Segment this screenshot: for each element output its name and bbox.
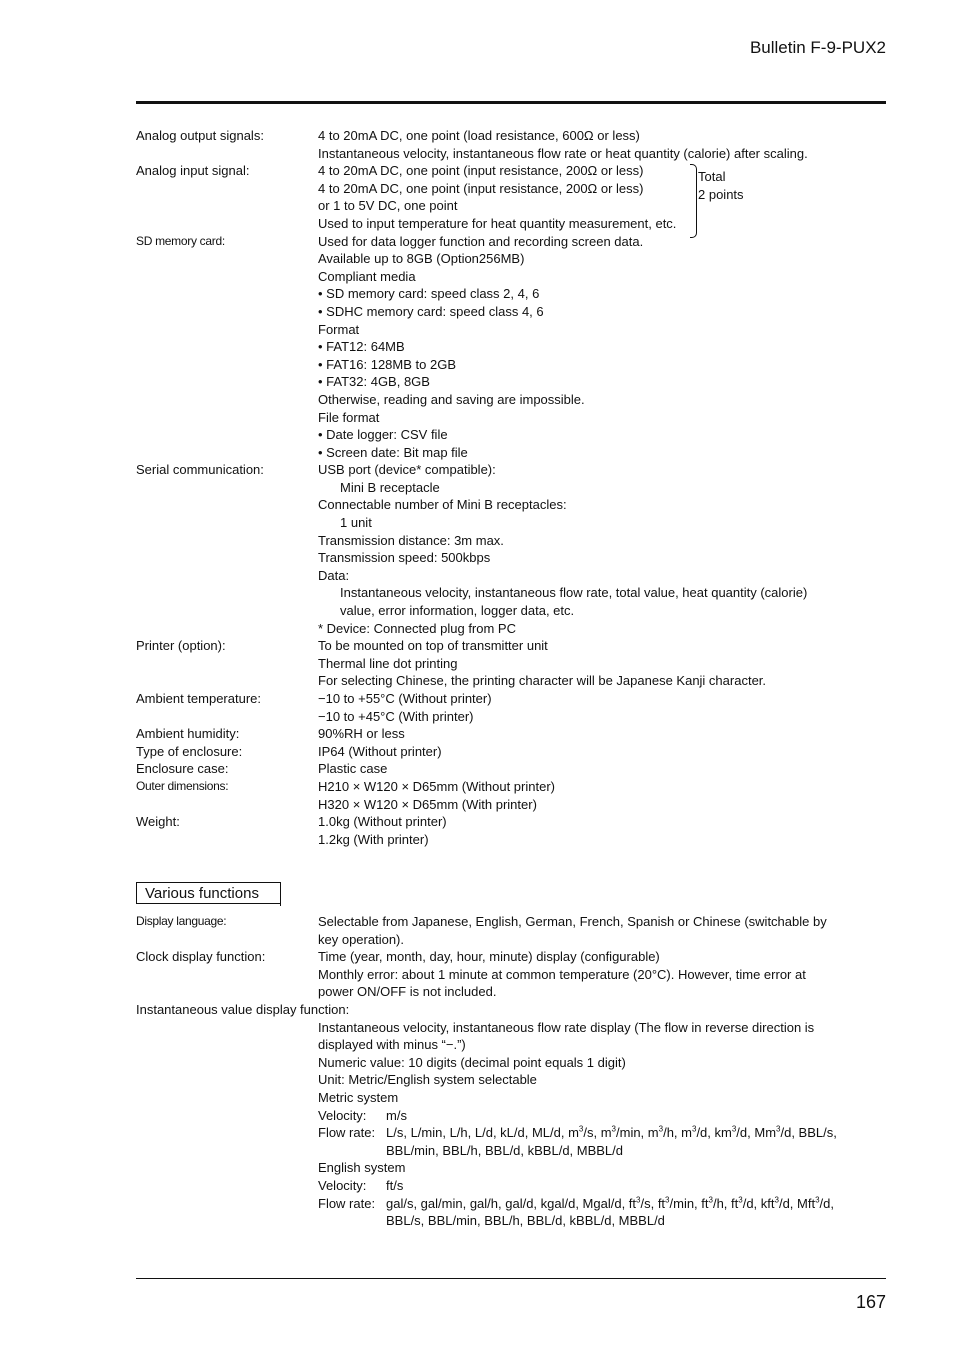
spec-label: Outer dimensions: bbox=[136, 778, 229, 793]
english-velocity: Velocity: ft/s bbox=[318, 1177, 404, 1193]
function-clock-display: Clock display function: Time (year, month, day, hour, minute) display (configurable) Monthly error: about 1 minute at common temperature (20°C). However, time error at power ON/OFF is not included. bbox=[136, 949, 806, 1000]
spec-outer-dimensions: Outer dimensions: H210 × W120 × D65mm (Without printer) H320 × W120 × D65mm (With printer) bbox=[136, 778, 555, 812]
analog-input-total-note: Total 2 points bbox=[698, 169, 744, 202]
spec-label: Enclosure case: bbox=[136, 761, 229, 777]
spec-analog-input: Analog input signal: 4 to 20mA DC, one point (input resistance, 200Ω or less) 4 to 20mA DC, one point (input resistance, 200Ω or less) or 1 to 5V DC, one point Used to input temperature for heat quantity measurement, etc. bbox=[136, 163, 677, 231]
spec-printer: Printer (option): To be mounted on top of transmitter unit Thermal line dot printing For selecting Chinese, the printing character will be Japanese Kanji character. bbox=[136, 638, 767, 689]
functions-list bbox=[136, 913, 888, 1230]
function-display-language: Display language: Selectable from Japanese, English, German, French, Spanish or Chinese (switchable by key operation). bbox=[136, 914, 827, 947]
spec-enclosure-case: Enclosure case: Plastic case bbox=[136, 761, 388, 777]
spec-ambient-humidity: Ambient humidity: 90%RH or less bbox=[136, 726, 405, 742]
english-flow-units: gal/s, gal/min, gal/h, gal/d, kgal/d, Mgal/d, $ft^3/s$, $ft^3/\min$, $ft^3/h$, $ft^3/d$, kft$^3$/d, Mft$^3$/d, BBL/s, BBL/min, BBL/h, BBL/d, kBBL/d, MBBL/d bbox=[386, 1195, 835, 1229]
header-rule bbox=[136, 101, 886, 104]
spec-label: SD memory card: bbox=[136, 233, 225, 248]
spec-ambient-temperature: Ambient temperature: −10 to +55°C (Without printer) −10 to +45°C (With printer) bbox=[136, 691, 492, 724]
page-number: 167 bbox=[855, 1292, 886, 1312]
spec-label: Analog output signals: bbox=[136, 128, 264, 143]
spec-label: Analog input signal: bbox=[136, 163, 250, 179]
english-flow-rate: Flow rate: gal/s, gal/min, gal/h, gal/d, kgal/d, Mgal/d, $ft^3/s$, $ft^3/\min$, $ft^3/h$, $ft^3/d$, kft$^3$/d, Mft$^3$/d, BBL/s, BBL/min, BBL/h, BBL/d, kBBL/d, MBBL/d bbox=[318, 1195, 888, 1230]
spec-label: Weight: bbox=[136, 814, 180, 830]
section-heading-various-functions: Various functions bbox=[136, 882, 280, 904]
metric-flow-rate: Flow rate: L/s, L/min, L/h, L/d, kL/d, ML/d, $m^3/s$, $m^3/\min$, $m^3/h$, $m^3/d$, $km^3/d$, Mm$^3$/d, BBL/s, BBL/min, BBL/h, BBL/d, kBBL/d, MBBL/d bbox=[318, 1124, 888, 1159]
spec-sd-card: SD memory card: Used for data logger function and recording screen data. Available up to 8GB (Option256MB) Compliant media • SD memory card: speed class 2, 4, 6 • SDHC memory card: speed class 4, 6 Format • FAT12: 64MB • FAT16: 128MB to 2GB • FAT32: 4GB, 8GB Otherwise, reading and saving are impossible. File format • Date logger: CSV file • Screen date: Bit map file bbox=[136, 233, 644, 460]
function-label: Display language: bbox=[136, 914, 227, 928]
function-label: Instantaneous value display function: bbox=[136, 1001, 350, 1017]
spec-label: Type of enclosure: bbox=[136, 743, 243, 759]
metric-flow-units: L/s, L/min, L/h, L/d, kL/d, ML/d, $m^3/s$, $m^3/\min$, $m^3/h$, $m^3/d$, $km^3/d$, Mm$^3$/d, BBL/s, BBL/min, BBL/h, BBL/d, kBBL/d, MBBL/d bbox=[386, 1124, 837, 1158]
footer-rule bbox=[136, 1278, 886, 1279]
metric-velocity: Velocity: m/s bbox=[318, 1107, 407, 1123]
spec-weight: Weight: 1.0kg (Without printer) 1.2kg (With printer) bbox=[136, 814, 447, 847]
spec-label: Ambient humidity: bbox=[136, 726, 240, 742]
spec-label: Serial communication: bbox=[136, 462, 264, 478]
spec-label: Ambient temperature: bbox=[136, 691, 262, 706]
bulletin-number: Bulletin F-9-PUX2 bbox=[749, 38, 886, 57]
spec-enclosure-type: Type of enclosure: IP64 (Without printer) bbox=[136, 743, 442, 759]
total-brace bbox=[690, 164, 697, 238]
spec-analog-output: Analog output signals: 4 to 20mA DC, one point (load resistance, 600Ω or less) Instantaneous velocity, instantaneous flow rate or heat quantity (calorie) after scaling. bbox=[136, 128, 808, 161]
spec-label: Printer (option): bbox=[136, 638, 226, 654]
spec-serial-communication: Serial communication: USB port (device* compatible): Mini B receptacle Connectable number of Mini B receptacles: 1 unit Transmission distance: 3m max. Transmission speed: 500kbps Data: Instantaneous velocity, instantaneous flow rate, total value, heat quantity (calorie) value, error information, logger data, etc. * Device: Connected plug from PC bbox=[136, 462, 808, 636]
function-instantaneous-value: Instantaneous value display function: Instantaneous velocity, instantaneous flow rate display (The flow in reverse direction is displayed with minus “−.”) Numeric value: 10 digits (decimal point equals 1 digit) Unit: Metric/English system selectable Metric system Velocity: m/s Flow rate: L/s, L/min, L/h, L/d, kL/d, ML/d, $m^3/s$, $m^3/\min$, $m^3/h$, $m^3/d$, $km^3/d$, Mm$^3$/d, BBL/s, BBL/min, BBL/h, BBL/d, kBBL/d, MBBL/d English system Velocity: ft/s Flow rate: gal/s, gal/min, gal/h, gal/d, kgal/d, Mgal/d, $ft^3/s$, $ft^3/\min$, $ft^3/h$, $ft^3/d$, kft$^3$/d, Mft$^3$/d, BBL/s, BBL/min, BBL/h, BBL/d, kBBL/d, MBBL/d bbox=[136, 1001, 888, 1230]
specifications-list bbox=[136, 127, 888, 848]
function-label: Clock display function: bbox=[136, 949, 266, 965]
